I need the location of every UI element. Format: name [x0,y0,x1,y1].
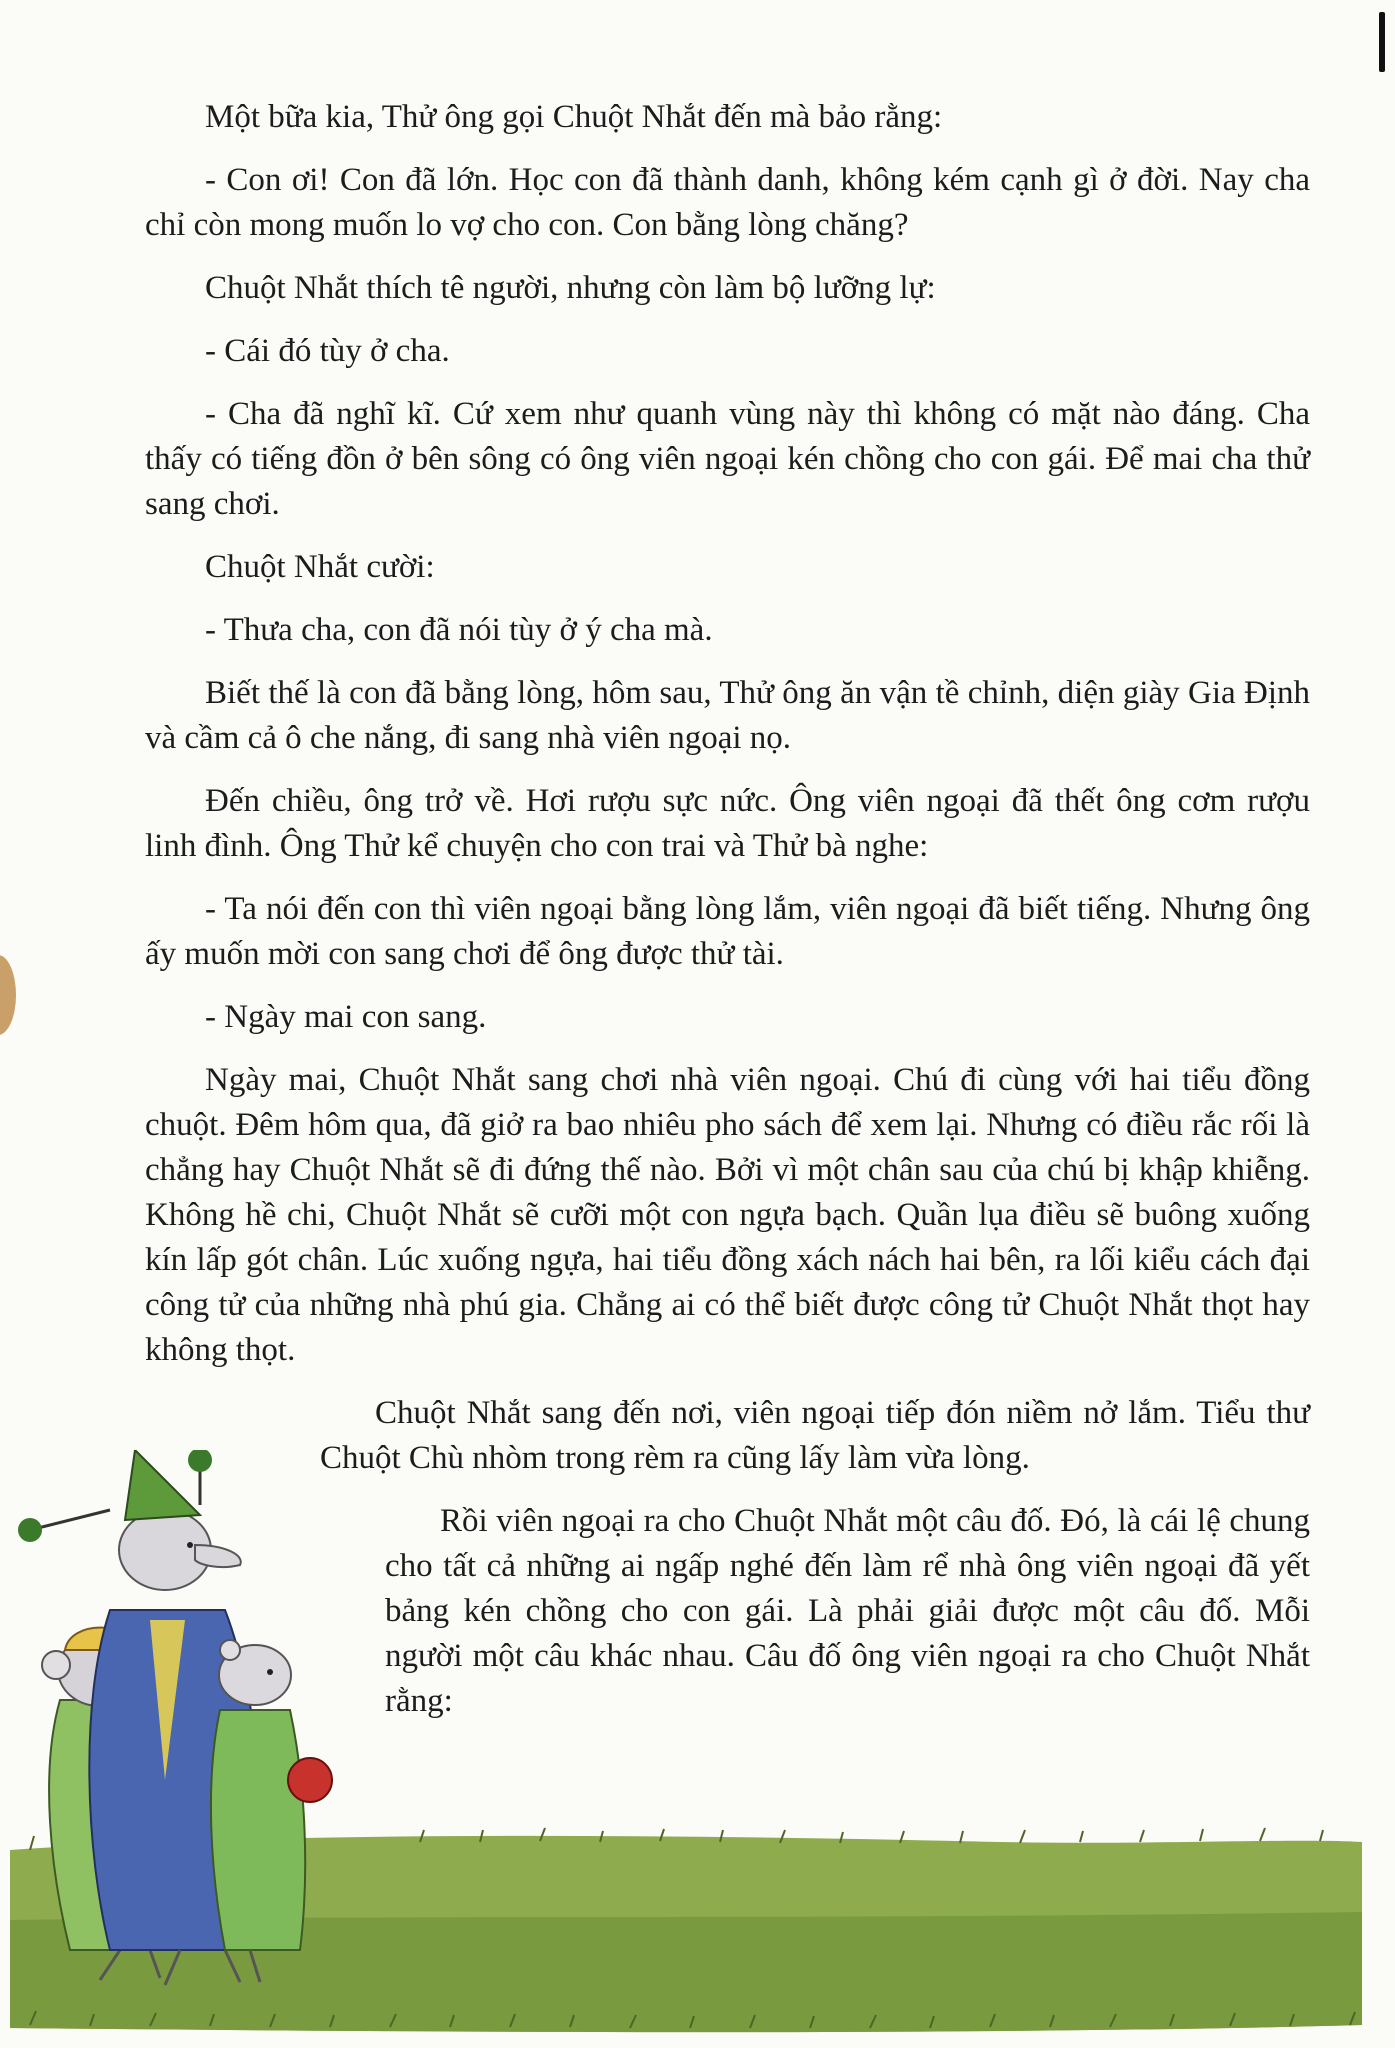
paragraph: - Ta nói đến con thì viên ngoại bằng lòng lắm, viên ngoại đã biết tiếng. Nhưng ông ấy muốn mời con sang chơi để ông được thử tài. [145,891,1310,972]
paragraph: - Thưa cha, con đã nói tùy ở ý cha mà. [205,612,713,648]
paragraph: - Ngày mai con sang. [205,999,487,1035]
page-edge-mark [1379,12,1385,72]
paragraph: Chuột Nhắt sang đến nơi, viên ngoại tiếp đón niềm nở lắm. Tiểu thư Chuột Chù nhòm trong rèm ra cũng lấy làm vừa lòng. [320,1395,1310,1476]
paragraph: Chuột Nhắt thích tê người, nhưng còn làm bộ lưỡng lự: [205,270,936,306]
paragraph: Biết thế là con đã bằng lòng, hôm sau, Thử ông ăn vận tề chỉnh, diện giày Gia Định và cầm cả ô che nắng, đi sang nhà viên ngoại nọ. [145,675,1310,756]
illustration-rats-on-grass [0,1450,1395,2048]
paragraph: Ngày mai, Chuột Nhắt sang chơi nhà viên ngoại. Chú đi cùng với hai tiểu đồng chuột. Đêm hôm qua, đã giở ra bao nhiêu pho sách để xem lại. Nhưng có điều rắc rối là chẳng hay Chuột Nhắt sẽ đi đứng thế nào. Bởi vì một chân sau của chú bị khập khiễng. Không hề chi, Chuột Nhắt sẽ cưỡi một con ngựa bạch. Quần lụa điều sẽ buông xuống kín lấp gót chân. Lúc xuống ngựa, hai tiểu đồng xách nách hai bên, ra lối kiểu cách đại công tử của những nhà phú gia. Chẳng ai có thể biết được công tử Chuột Nhắt thọt hay không thọt. [145,1062,1310,1368]
paragraph: - Cái đó tùy ở cha. [205,333,450,369]
paragraph: Rồi viên ngoại ra cho Chuột Nhắt một câu đố. Đó, là cái lệ chung cho tất cả những ai ngấp nghé đến làm rể nhà ông viên ngoại đã yết bảng kén chồng cho con gái. Là phải giải được một câu đố. Mỗi người một câu khác nhau. Câu đố ông viên ngoại ra cho Chuột Nhắt rằng: [385,1503,1310,1719]
paragraph: - Cha đã nghĩ kĩ. Cứ xem như quanh vùng này thì không có mặt nào đáng. Cha thấy có tiếng đồn ở bên sông có ông viên ngoại kén chồng cho con gái. Để mai cha thử sang chơi. [145,396,1310,522]
paragraph: Một bữa kia, Thử ông gọi Chuột Nhắt đến mà bảo rằng: [205,99,943,135]
paragraph: Đến chiều, ông trở về. Hơi rượu sực nức. Ông viên ngoại đã thết ông cơm rượu linh đình. Ông Thử kể chuyện cho con trai và Thử bà nghe: [145,783,1310,864]
paragraph: Chuột Nhắt cười: [205,549,435,585]
paragraph: - Con ơi! Con đã lớn. Học con đã thành danh, không kém cạnh gì ở đời. Nay cha chỉ còn mong muốn lo vợ cho con. Con bằng lòng chăng? [145,162,1310,243]
page-edge-tab [0,955,16,1035]
